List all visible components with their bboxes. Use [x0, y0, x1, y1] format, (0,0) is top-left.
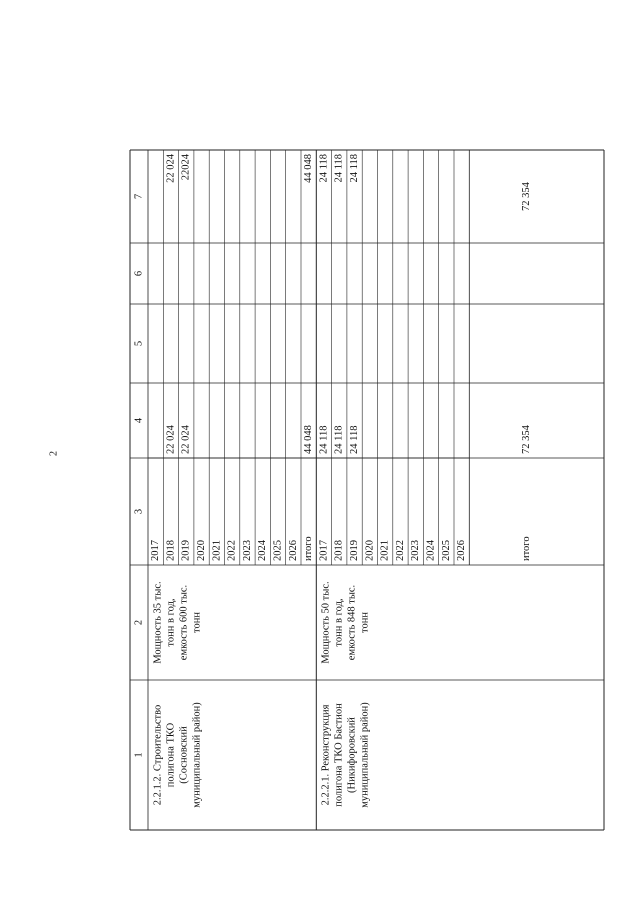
year-cell: 2025: [272, 540, 284, 561]
value-cell: 24 118: [333, 425, 345, 454]
year-cell: 2019: [348, 540, 360, 561]
item-description: тонн: [359, 612, 371, 633]
value-cell: 22 024: [165, 425, 177, 454]
column-header: 2: [133, 619, 145, 626]
year-cell: 2026: [456, 540, 468, 561]
item-description: емкость 600 тыс.: [178, 584, 190, 661]
item-name: (Сосновский: [178, 726, 190, 784]
year-cell: итого: [303, 536, 315, 561]
value-cell: 44 048: [303, 154, 315, 183]
total-label: итого: [521, 536, 533, 561]
value-cell: 24 118: [318, 154, 330, 183]
column-header: 1: [133, 752, 145, 758]
year-cell: 2023: [410, 540, 422, 561]
item-description: Мощность 35 тыс.: [152, 581, 164, 664]
column-header: 3: [133, 508, 145, 515]
year-cell: 2021: [379, 540, 391, 561]
item-description: тонн в год,: [333, 598, 345, 647]
column-header: 6: [133, 270, 145, 277]
value-cell: 24 118: [318, 425, 330, 454]
year-cell: 2022: [226, 540, 238, 561]
item-description: емкость 848 тыс.: [346, 584, 358, 661]
total-value: 72 354: [521, 425, 533, 454]
item-name: (Никифоровский: [346, 717, 358, 793]
item-name: муниципальный район): [191, 702, 203, 808]
value-cell: 22 024: [180, 425, 192, 454]
year-cell: 2025: [440, 540, 452, 561]
year-cell: 2018: [165, 540, 177, 561]
page-number: 2: [48, 451, 60, 456]
item-name: муниципальный район): [359, 702, 371, 808]
total-value: 72 354: [521, 182, 533, 211]
column-header: 4: [133, 417, 145, 424]
value-cell: 24 118: [348, 154, 360, 183]
item-name: полигона ТКО Бастион: [333, 703, 345, 807]
value-cell: 44 048: [303, 425, 315, 454]
year-cell: 2023: [241, 540, 253, 561]
column-header: 7: [133, 193, 145, 200]
year-cell: 2024: [425, 540, 437, 561]
column-header: 5: [133, 340, 145, 347]
year-cell: 2017: [318, 540, 330, 561]
item-name: 2.2.2.1. Реконструкция: [320, 704, 332, 806]
year-cell: 2021: [211, 540, 223, 561]
year-cell: 2018: [333, 540, 345, 561]
item-name: полигона ТКО: [165, 722, 177, 788]
item-description: Мощность 50 тыс.: [320, 581, 332, 664]
year-cell: 2019: [180, 540, 192, 561]
value-cell: 22024: [180, 154, 192, 181]
value-cell: 24 118: [348, 425, 360, 454]
year-cell: 2024: [257, 540, 269, 561]
item-description: тонн в год,: [165, 598, 177, 647]
year-cell: 2026: [287, 540, 299, 561]
item-name: 2.2.1.2. Строительство: [152, 704, 164, 806]
year-cell: 2020: [364, 540, 376, 561]
value-cell: 24 118: [333, 154, 345, 183]
year-cell: 2022: [394, 540, 406, 561]
year-cell: 2020: [195, 540, 207, 561]
year-cell: 2017: [150, 540, 162, 561]
item-description: тонн: [191, 612, 203, 633]
value-cell: 22 024: [165, 154, 177, 183]
